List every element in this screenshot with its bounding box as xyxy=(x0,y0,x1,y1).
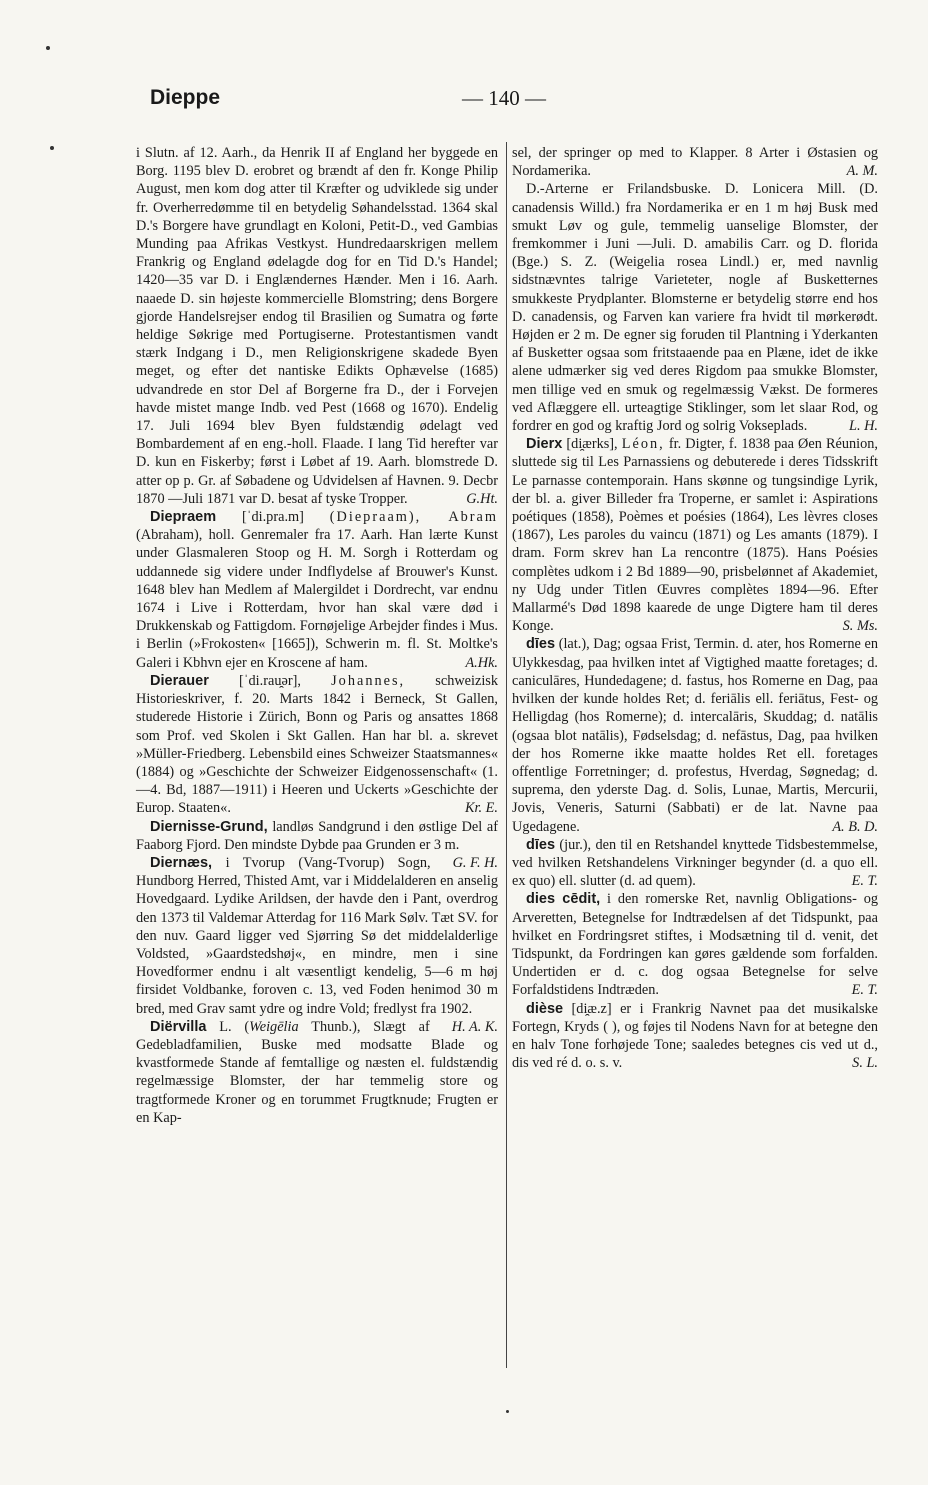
entry-headword: dies cēdit, xyxy=(526,891,601,908)
entry-diese: dièse [di̯æ.z] er i Frankrig Navnet paa det musikalske Fortegn, Kryds ( ), og føjes til Nodens Navn for at betegne den en halv Tone forhøjede Tone; saaledes betegnes cis ved ut d., dis ved ré d. o. s. v. S. L. xyxy=(512,1000,878,1072)
entry-headword: Diërvilla xyxy=(150,1018,207,1035)
page-number: — 140 — xyxy=(462,86,546,110)
entry-diepraem: Diepraem [ˈdi.pra.m] (Diepraam), Abram (Abraham), holl. Genremaler fra 17. Aarh. Han lærte Kunst under Glasmaleren Stoop og H. M. Sorgh i Rotterdam og uddannede sig videre under Indflydelse af Brouwer's Kunst. 1648 blev han Medlem af Malergildet i Dordrecht, var endnu 1674 i Live i Rotterdam, hvor han skal være død i Drukkenskab og Fattigdom. Fornøjelige Arbejder findes i Mus. i Berlin (»Frokosten« [1665]), Schwerin m. fl. St. Moltke's Galeri i Kbhvn ejer en Kroscene af ham. A.Hk. xyxy=(136,509,499,671)
entry-dies-jur: dīes (jur.), den til en Retshandel knyttede Tidsbestemmelse, ved hvilken Retshandelens Virkninger begynder (d. a quo ell. ex quo) ell. slutter (d. ad quem). E. T. xyxy=(512,836,879,890)
entry-dierauer: Dierauer [ˈdi.rau̯ər], Johannes, schweizisk Historieskriver, f. 20. Marts 1842 i Berneck, St Gallen, studerede Historie i Zürich, Bonn og Paris og ansattes 1868 som Prof. ved Skolen i Skt Gallen. Han har bl. a. skrevet »Müller-Friedberg. Lebensbild eines Schweizer Staatsmannes« (1884) og »Geschichte der Schweizer Eidgenossenschaft« (1.—4. Bd, 1887—1911) i Heeren und Uckerts »Geschichte der Europ. Staaten«. Kr. E. xyxy=(136,672,499,817)
entry-diervilla: Diërvilla L. (Weigēlia Thunb.), Slægt af Gedebladfamilien, Buske med modsatte Blade og kvastformede Stande af femtallige og næsten el. fuldstændig regelmæssige Blomster, der har temmelig store og tragtformede Kroner og en torummet Frugtknude; Frugten er en Kap- xyxy=(136,1018,498,1126)
entry-headword: dièse xyxy=(526,1000,564,1017)
author-signature: E. T. xyxy=(851,873,878,890)
entry-headword: Diernisse-Grund, xyxy=(150,818,268,835)
entry-dierx: Dierx [di̯ærks], Léon, fr. Digter, f. 1838 paa Øen Réunion, sluttede sig til Les Parnassiens og debuterede i deres Tidsskrift Le parnasse contemporain. Hans skønne og tungsindige Lyrik, der bl. a. giver Billeder fra Troperne, er samlet i: Aspirations poétiques (1858), Poèmes et poésies (1864), Les lèvres closes (1867), Les paroles du vaincu (1871) og Les amants (1879). I dram. Form skrev han La rencontre (1875). Hans Poésies complètes udkom i 2 Bd 1889—90, prisbelønnet af Akademiet, ny Udg under Titlen Œuvres complètes 1894—96. Efter Mallarmé's Død 1898 kaarede de unge Digtere ham til deres Konge. S. Ms. xyxy=(512,436,879,635)
entry-dieppe-continued: i Slutn. af 12. Aarh., da Henrik II af England her byggede en Borg. 1195 blev D. erobret og brændt af den fr. Konge Philip August, men kom dog atter til Kræfter og udviklede sig under fr. Overherredømme til en betydelig Søhandelsstad. 1364 skal D.'s Borgere have grundlagt en Koloni, Petit-D., ved Gambias Munding paa Afrikas Vestkyst. Hundredaarskrigen mellem Frankrig og England ødelagde dog for en Tid D.'s Handel; 1420—35 var D. i Englændernes Hænder. Men i 16. Aarh. naaede D. sin højeste kommercielle Blomstring; dens Borgere gjorde Handelsrejser endog til Brasilien og Sumatra og førte heldige Søkrige med Portugiserne. Protestantismen vandt stærk Indgang i D., men Religionskrigene skadede Byen meget, og efter det nantiske Edikts Ophævelse (1685) udvandrede en stor Del af Borgerne fra D., der i Forvejen havde mistet mange Indb. ved Pest (1668 og 1670). Endelig 17. Juli 1694 blev Byen fuldstændig ødelagt ved Bombardement af en eng.-holl. Flaade. I lang Tid herefter var D. kun en Fiskerby; først i Løbet af 19. Aarh. blomstrede D. atter op p. Gr. af Søbadene og Udvidelsen af Havnen. 9. Decbr 1870 —Juli 1871 var D. besat af tyske Tropper. G.Ht. xyxy=(136,145,498,507)
author-signature: A.Hk. xyxy=(465,654,498,671)
entry-headword: Diernæs, xyxy=(150,854,213,871)
entry-dies-cedit: dies cēdit, i den romerske Ret, navnlig Obligations- og Arveretten, Betegnelse for Indtrædelsen af det Tidspunkt, paa hvilket en Fordringsret stiftes, i Modsætning til d. venit, det Tidspunkt, da Fordringen kan gøres gældende som forfalden. Undertiden er d. c. dog ogsaa Betegnelse for selve Forfaldstidens Indtræden. E. T. xyxy=(512,891,878,999)
page-header xyxy=(0,86,928,116)
left-column xyxy=(136,144,498,1127)
entry-diernisse-grund: Diernisse-Grund, landløs Sandgrund i den østlige Del af Faaborg Fjord. Den mindste Dybde paa Grunden er 3 m. G. F. H. xyxy=(136,818,499,871)
entry-diernaes: Diernæs, i Tvorup (Vang-Tvorup) Sogn, Hundborg Herred, Thisted Amt, var i Middelalderen en anselig Hovedgaard. Lydike Arildsen, der havde den i Pant, overdrog den 1373 til Valdemar Atterdag for 116 Mark Sølv. Tæt SV. for den nuv. Gaard ligger ved Sjørring Sø det middelalderlige Voldsted, »Gaardstedshøj«, en mindre, men i sine Hovedformer endnu i alt væsentligt kendelig, 5—6 m høj firsidet Voldbanke, foroven c. 13, ved Foden henimod 30 m bred, med Grav samt ydre og indre Vold; fredlyst fra 1902. H. A. K. xyxy=(136,854,498,1035)
author-signature: Kr. E. xyxy=(465,800,498,817)
author-signature: A. B. D. xyxy=(832,818,878,835)
author-signature: G. F. H. xyxy=(452,854,498,871)
author-signature: G.Ht. xyxy=(466,490,498,507)
author-signature: E. T. xyxy=(851,982,878,999)
entry-d-arterne: D.-Arterne er Frilandsbuske. D. Lonicera Mill. (D. canadensis Willd.) fra Nordamerika er en 1 m høj Busk med smukt Løv og gule, temmelig uanselige Blomster, der fremkommer i Juni —Juli. D. amabilis Carr. og D. florida (Bge.) S. Z. (Weigelia rosea Lindl.) er, med navnlig sidstnævntes talrige Varieteter, nogle af Busketternes smukkeste Prydplanter. Blomsterne er betydelig større end hos D. canadensis, og Farven kan variere fra hvidt til mørkerødt. Højden er 2 m. De egner sig foruden til Plantning i Yderkanten af Busketter ogsaa som fritstaaende paa en Plæne, idet de ikke alene udmærker sig ved deres Rigdom paa smukke Blomster, men tillige ved en smuk og regelmæssig Vækst. De formeres ved Aflæggere ell. urteagtige Stiklinger, som let slaar Rod, og fordrer en god og kraftig Jord og solrig Vokseplads. L. H. xyxy=(512,181,878,435)
entry-headword: dīes xyxy=(526,836,556,853)
entry-headword: Dierx xyxy=(526,436,563,453)
entry-headword: Dierauer xyxy=(150,672,209,689)
entry-headword: Diepraem xyxy=(150,509,217,526)
author-signature: S. Ms. xyxy=(842,618,878,635)
right-column xyxy=(512,144,878,1072)
margin-speck xyxy=(46,46,50,50)
bottom-speck xyxy=(506,1410,509,1413)
entry-headword: dīes xyxy=(526,636,556,653)
running-headword: Dieppe xyxy=(150,86,221,109)
author-signature: A. M. xyxy=(846,163,878,180)
author-signature: H. A. K. xyxy=(451,1018,498,1035)
entry-diervilla-continued: sel, der springer op med to Klapper. 8 Arter i Østasien og Nordamerika. A. M. xyxy=(512,145,878,180)
entry-dies-lat: dīes (lat.), Dag; ogsaa Frist, Termin. d. ater, hos Romerne en Ulykkesdag, paa hvilken intet af Vigtighed maatte foretages; d. caniculāres, Hundedagene; d. fastus, hos Romerne en Dag, paa hvilken der kunde holdes Ret; d. feriālis ell. feriātus, Fest- og Helligdag (hos Romerne); d. intercalāris, Skuddag; d. natālis (ogsaa blot natālis), Fødselsdag; d. nefāstus, Dag, paa hvilken der hos Romerne ikke maatte holdes Ret ell. foretages offentlige Forretninger; d. profestus, Hverdag, Søgnedag; d. suprema, den yderste Dag. d. Solis, Lunae, Martis, Mercurii, Jovis, Veneris, Saturni (Sabbati) er de lat. Navne paa Ugedagene. A. B. D. xyxy=(512,636,879,835)
column-divider xyxy=(506,142,507,1368)
margin-speck xyxy=(50,146,54,150)
author-signature: L. H. xyxy=(849,418,878,435)
author-signature: S. L. xyxy=(852,1055,878,1072)
